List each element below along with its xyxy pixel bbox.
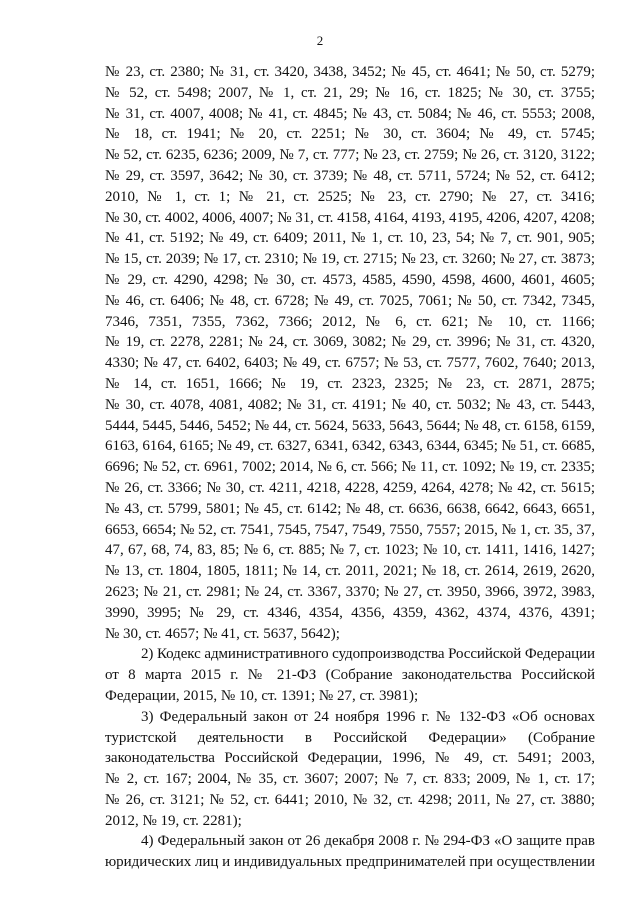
- text-line: № 29, ст. 4290, 4298; № 30, ст. 4573, 4585, 4590, 4598, 4600, 4601, 4605;: [105, 271, 595, 288]
- text-line: № 23, ст. 2380; № 31, ст. 3420, 3438, 3452; № 45, ст. 4641; № 50, ст. 5279;: [105, 64, 595, 80]
- text-line: 7346, 7351, 7355, 7362, 7366; 2012, № 6, ст. 621; № 10, ст. 1166;: [105, 313, 595, 330]
- page-number: 2: [316, 33, 324, 48]
- text-line: № 26, ст. 3366; № 30, ст. 4211, 4218, 4228, 4259, 4264, 4278; № 42, ст. 5615;: [105, 479, 595, 496]
- document-body: [105, 62, 595, 873]
- text-line: № 52, ст. 6235, 6236; 2009, № 7, ст. 777; № 23, ст. 2759; № 26, ст. 3120, 3122;: [105, 147, 595, 164]
- text-line: от 8 марта 2015 г. № 21-ФЗ (Собрание законодательства Российской: [105, 667, 595, 684]
- text-line: № 14, ст. 1651, 1666; № 19, ст. 2323, 2325; № 23, ст. 2871, 2875;: [105, 375, 595, 392]
- text-line: № 31, ст. 4007, 4008; № 41, ст. 4845; № 43, ст. 5084; № 46, ст. 5553; 2008,: [105, 105, 595, 122]
- text-line: № 52, ст. 5498; 2007, № 1, ст. 21, 29; № 16, ст. 1825; № 30, ст. 3755;: [105, 84, 595, 101]
- text-line: туристской деятельности в Российской Федерации» (Собрание: [105, 729, 595, 746]
- text-line: № 30, ст. 4657; № 41, ст. 5637, 5642);: [105, 625, 340, 642]
- text-line: 3990, 3995; № 29, ст. 4346, 4354, 4356, 4359, 4362, 4374, 4376, 4391;: [105, 604, 595, 621]
- text-line: законодательства Российской Федерации, 1996, № 49, ст. 5491; 2003,: [105, 750, 595, 767]
- text-line: Федерации, 2015, № 10, ст. 1391; № 27, ст. 3981);: [105, 687, 419, 704]
- text-line: юридических лиц и индивидуальных предпринимателей при осуществлении: [105, 854, 596, 871]
- text-line: № 13, ст. 1804, 1805, 1811; № 14, ст. 2011, 2021; № 18, ст. 2614, 2619, 2620,: [105, 563, 595, 580]
- text-line: 2012, № 19, ст. 2281);: [105, 812, 242, 829]
- text-line: 47, 67, 68, 74, 83, 85; № 6, ст. 885; № 7, ст. 1023; № 10, ст. 1411, 1416, 1427;: [105, 542, 595, 559]
- text-line: 4) Федеральный закон от 26 декабря 2008 г. № 294-ФЗ «О защите прав: [141, 833, 595, 850]
- text-line: № 29, ст. 3597, 3642; № 30, ст. 3739; № 48, ст. 5711, 5724; № 52, ст. 6412;: [105, 167, 595, 184]
- text-line: 2623; № 21, ст. 2981; № 24, ст. 3367, 3370; № 27, ст. 3950, 3966, 3972, 3983,: [105, 583, 595, 600]
- text-line: 6696; № 52, ст. 6961, 7002; 2014, № 6, ст. 566; № 11, ст. 1092; № 19, ст. 2335;: [105, 459, 595, 476]
- text-line: 2) Кодекс административного судопроизводства Российской Федерации: [141, 646, 595, 663]
- text-line: № 41, ст. 5192; № 49, ст. 6409; 2011, № 1, ст. 10, 23, 54; № 7, ст. 901, 905;: [105, 230, 595, 247]
- text-line: № 46, ст. 6406; № 48, ст. 6728; № 49, ст. 7025, 7061; № 50, ст. 7342, 7345,: [105, 292, 595, 309]
- text-line: № 19, ст. 2278, 2281; № 24, ст. 3069, 3082; № 29, ст. 3996; № 31, ст. 4320,: [105, 334, 595, 351]
- text-line: 2010, № 1, ст. 1; № 21, ст. 2525; № 23, ст. 2790; № 27, ст. 3416;: [105, 188, 595, 205]
- text-line: № 15, ст. 2039; № 17, ст. 2310; № 19, ст. 2715; № 23, ст. 3260; № 27, ст. 3873;: [105, 251, 595, 268]
- text-line: № 30, ст. 4002, 4006, 4007; № 31, ст. 4158, 4164, 4193, 4195, 4206, 4207, 4208;: [105, 209, 596, 226]
- text-line: 4330; № 47, ст. 6402, 6403; № 49, ст. 6757; № 53, ст. 7577, 7602, 7640; 2013,: [105, 355, 595, 372]
- text-line: 5444, 5445, 5446, 5452; № 44, ст. 5624, 5633, 5643, 5644; № 48, ст. 6158, 6159,: [105, 417, 596, 434]
- text-line: 6653, 6654; № 52, ст. 7541, 7545, 7547, 7549, 7550, 7557; 2015, № 1, ст. 35, 37,: [105, 521, 595, 538]
- text-line: № 18, ст. 1941; № 20, ст. 2251; № 30, ст. 3604; № 49, ст. 5745;: [105, 126, 595, 143]
- text-line: 6163, 6164, 6165; № 49, ст. 6327, 6341, 6342, 6343, 6344, 6345; № 51, ст. 6685,: [105, 438, 596, 455]
- text-line: № 26, ст. 3121; № 52, ст. 6441; 2010, № 32, ст. 4298; 2011, № 27, ст. 3880;: [105, 791, 595, 808]
- text-line: № 43, ст. 5799, 5801; № 45, ст. 6142; № 48, ст. 6636, 6638, 6642, 6643, 6651,: [105, 500, 595, 517]
- text-line: № 2, ст. 167; 2004, № 35, ст. 3607; 2007; № 7, ст. 833; 2009, № 1, ст. 17;: [105, 771, 595, 788]
- text-line: 3) Федеральный закон от 24 ноября 1996 г. № 132-ФЗ «Об основах: [141, 708, 595, 725]
- text-line: № 30, ст. 4078, 4081, 4082; № 31, ст. 4191; № 40, ст. 5032; № 43, ст. 5443,: [105, 396, 595, 413]
